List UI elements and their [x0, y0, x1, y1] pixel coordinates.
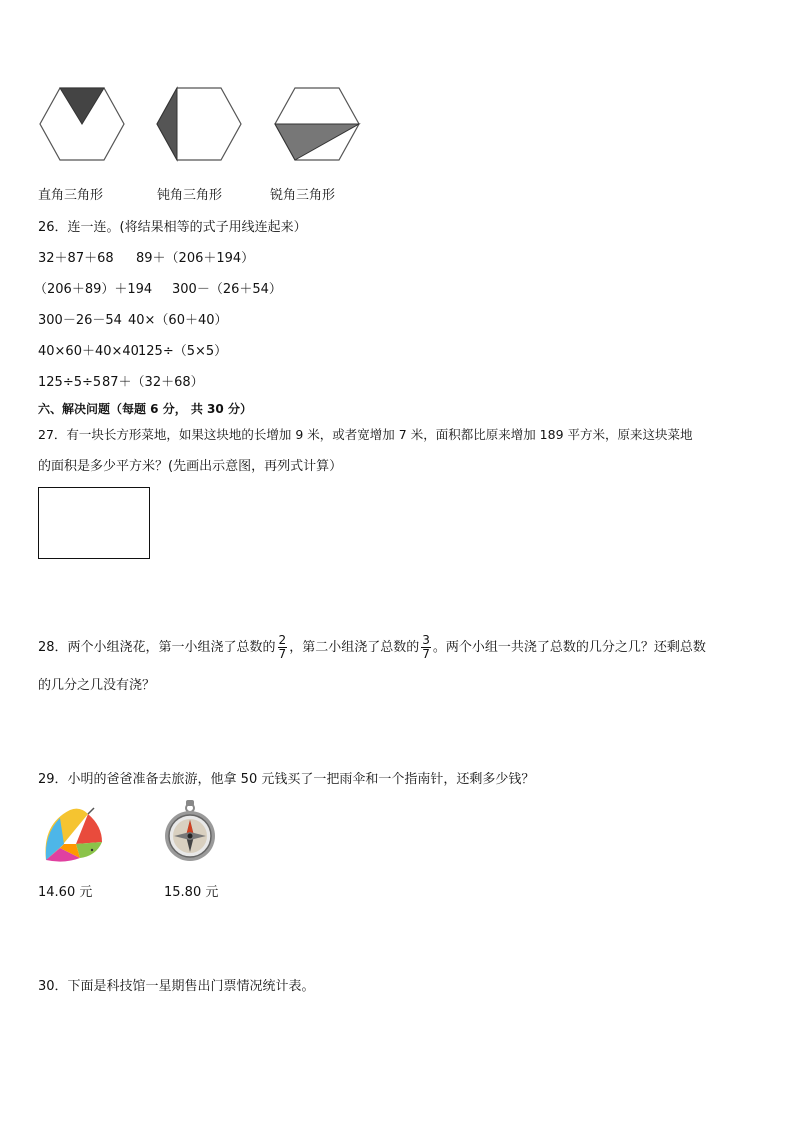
shape-label-right: 直角三角形	[38, 188, 104, 203]
q27-line-1: 27．有一块长方形菜地，如果这块地的长增加 9 米，或者宽增加 7 米，面积都比原来增加 189 平方米，原来这块菜地	[38, 427, 693, 442]
q26-row-2-right: 300－（26＋54）	[172, 282, 282, 297]
shape-label-obtuse: 钝角三角形	[157, 188, 223, 203]
umbrella-price: 14.60 元	[38, 885, 93, 900]
fraction-numerator: 2	[278, 633, 287, 647]
q26-row-3-right: 40×（60＋40）	[128, 313, 228, 328]
umbrella-icon	[40, 804, 110, 866]
q26-row-2-left: （206＋89）＋194	[34, 282, 153, 297]
q26-row-1-right: 89＋（206＋194）	[136, 251, 255, 266]
shape-label-acute: 锐角三角形	[270, 188, 336, 203]
section-6-heading: 六、解决问题（每题 6 分， 共 30 分）	[38, 402, 252, 416]
q26-row-5-left: 125÷5÷5	[38, 375, 102, 390]
q26-row-5-right: 87＋（32＋68）	[102, 375, 204, 390]
q26-row-3-left: 300－26－54	[38, 313, 122, 328]
q26-row-4-right: 125÷（5×5）	[138, 344, 228, 359]
q26-row-4-left: 40×60＋40×40	[38, 344, 139, 359]
q27-line-2: 的面积是多少平方米？(先画出示意图，再列式计算）	[38, 459, 343, 474]
q28-line-2: 的几分之几没有浇？	[38, 678, 156, 693]
q26-row-1-left: 32＋87＋68	[38, 251, 114, 266]
q30-text: 30．下面是科技馆一星期售出门票情况统计表。	[38, 979, 315, 994]
q29-text: 29．小明的爸爸准备去旅游，他拿 50 元钱买了一把雨伞和一个指南针，还剩多少钱？	[38, 772, 535, 787]
fraction-numerator: 3	[422, 633, 430, 647]
q26-title: 26．连一连。(将结果相等的式子用线连起来）	[38, 220, 307, 235]
compass-icon	[162, 798, 218, 866]
q28-part-1: 28．两个小组浇花，第一小组浇了总数的	[38, 640, 276, 655]
fraction-denominator: 7	[422, 647, 430, 661]
hexagon-figure-acute-triangle	[273, 86, 361, 162]
hexagon-figure-right-triangle	[38, 86, 126, 162]
q28-part-2: ，第二小组浇了总数的	[289, 640, 420, 655]
hexagon-figure-obtuse-triangle	[155, 86, 243, 162]
fraction-two-sevenths	[278, 634, 288, 661]
fraction-three-sevenths	[421, 634, 431, 661]
q27-sketch-rectangle	[38, 487, 150, 559]
q28-part-3: 。两个小组一共浇了总数的几分之几？还剩总数	[432, 640, 706, 655]
compass-price: 15.80 元	[164, 885, 219, 900]
fraction-denominator: 7	[278, 647, 287, 661]
q28-line-1	[38, 632, 706, 664]
